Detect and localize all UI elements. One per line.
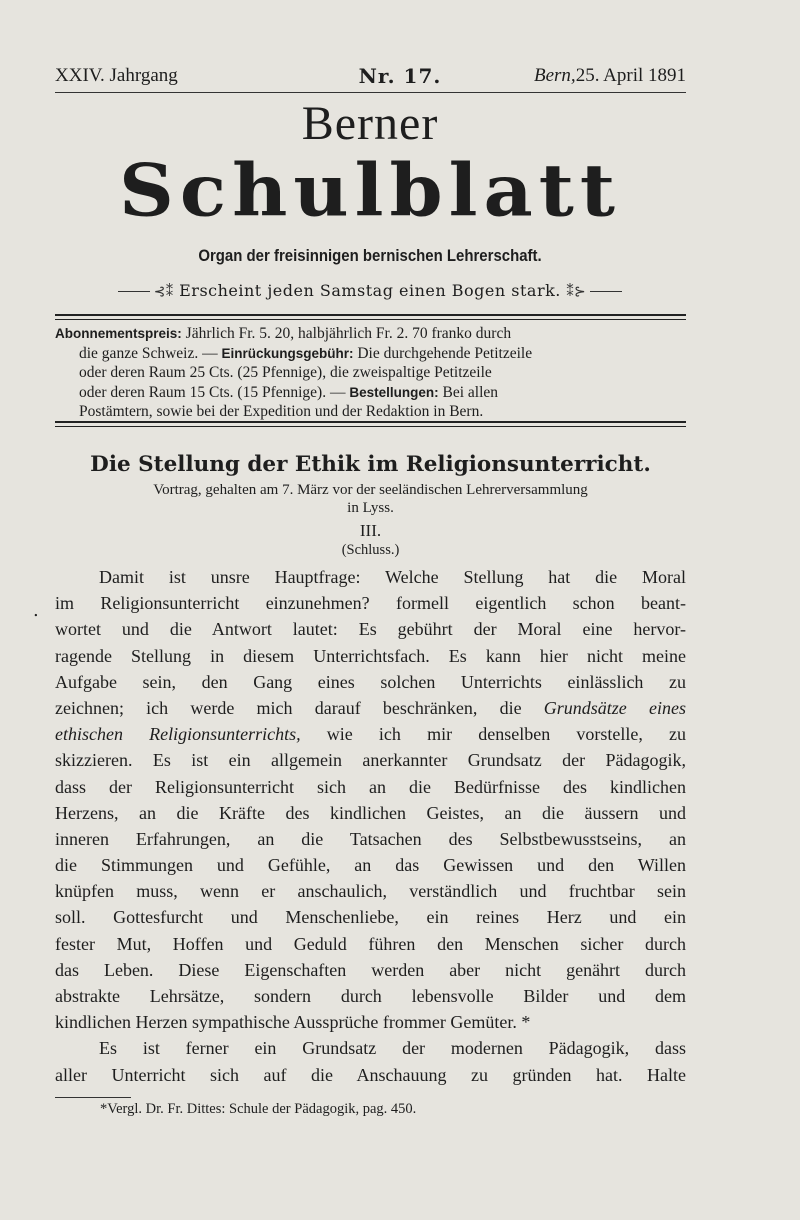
article-line: die Stimmungen und Gefühle, an das Gewissen und den Willen	[55, 855, 686, 876]
masthead-tagline-row	[0, 281, 740, 300]
article-line: dass der Religionsunterricht sich an die Bedürfnisse des kindlichen	[55, 776, 686, 797]
article-emphasis: Grundsätze eines	[543, 697, 686, 718]
volume-label: XXIV. Jahrgang	[55, 65, 178, 86]
subscription-text-2b: Die durchgehende Petitzeile	[353, 344, 533, 362]
orders-label: Bestellungen:	[349, 384, 439, 400]
subscription-line-2	[55, 344, 686, 364]
subscription-line-5: Postämtern, sowie bei der Expedition und der Redaktion in Bern.	[79, 403, 484, 420]
article-line: Aufgabe sein, den Gang eines solchen Unterrichts einlässlich zu	[55, 671, 686, 692]
article-line	[55, 721, 686, 747]
tagline-right-dash	[590, 291, 622, 292]
article-line: knüpfen muss, wenn er anschaulich, verständlich und fruchtbar sein	[55, 881, 686, 902]
masthead-tagline: Erscheint jeden Samstag einen Bogen stark.	[179, 281, 561, 300]
article-line: kindlichen Herzen sympathische Aussprüche frommer Gemüter. *	[55, 1012, 531, 1033]
subscription-bottom-rule	[55, 421, 686, 427]
margin-dot-icon: .	[33, 600, 39, 621]
article-line: das Leben. Diese Eigenschaften werden aber nicht genährt durch	[55, 959, 686, 980]
masthead-title-line2: Schulblatt	[118, 148, 621, 233]
subscription-text-2a: die ganze Schweiz. —	[79, 344, 222, 362]
issue-date-text: 25. April 1891	[575, 65, 686, 86]
subscription-text-4a: oder deren Raum 15 Cts. (15 Pfennige). —	[79, 383, 350, 401]
article-line-part: zeichnen; ich werde mich darauf beschränken, die	[55, 697, 544, 718]
price-text: Jährlich Fr. 5. 20, halbjährlich Fr. 2. 70 franko durch	[181, 325, 512, 342]
issue-number: Nr. 17.	[358, 64, 442, 88]
masthead-subtitle: Organ der freisinnigen bernischen Lehrerschaft.	[198, 246, 542, 265]
issue-place: Bern,	[534, 65, 576, 86]
article-line: skizzieren. Es ist ein allgemein anerkannter Grundsatz der Pädagogik,	[55, 750, 686, 771]
article-line: Damit ist unsre Hauptfrage: Welche Stellung hat die Moral	[99, 567, 686, 587]
article-line: wortet und die Antwort lautet: Es gebührt der Moral eine hervor-	[55, 619, 686, 640]
article-body	[55, 564, 686, 1088]
article-line: fester Mut, Hoffen und Geduld führen den Menschen sicher durch	[55, 933, 686, 954]
subscription-line-4	[55, 383, 686, 403]
fee-label: Einrückungsgebühr:	[221, 345, 354, 361]
article-subtitle-1: Vortrag, gehalten am 7. März vor der seeländischen Lehrerversammlung	[153, 482, 588, 498]
ornament-right-icon: ⁑⊱	[566, 284, 587, 300]
subscription-text-4b: Bei allen	[438, 383, 499, 401]
masthead-title-line1: Berner	[301, 97, 439, 150]
article-line: im Religionsunterricht einzunehmen? formell eigentlich schon beant-	[55, 593, 686, 614]
article-line: abstrakte Lehrsätze, sondern durch lebensvolle Bilder und dem	[55, 986, 686, 1006]
article-line	[55, 695, 686, 721]
price-label: Abonnementspreis:	[55, 326, 182, 341]
article-emphasis: ethischen Religionsunterrichts,	[55, 724, 301, 745]
footnote-rule	[55, 1097, 131, 1098]
article-line: inneren Erfahrungen, an die Tatsachen des Selbstbewusstseins, an	[55, 828, 686, 849]
subscription-line-1	[55, 324, 686, 344]
subscription-line-3: oder deren Raum 25 Cts. (25 Pfennige), die zweispaltige Petitzeile	[79, 364, 492, 381]
tagline-left-dash	[118, 291, 150, 292]
article-line: soll. Gottesfurcht und Menschenliebe, ein reines Herz und ein	[55, 907, 686, 928]
article-subtitle-2: in Lyss.	[347, 500, 394, 516]
header-rule	[55, 92, 686, 93]
article-part: III.	[359, 521, 382, 540]
subscription-box	[55, 324, 686, 422]
ornament-left-icon: ⊰⁑	[153, 284, 174, 300]
article-line: Es ist ferner ein Grundsatz der modernen Pädagogik, dass	[99, 1038, 686, 1059]
issue-date	[534, 64, 686, 88]
article-title: Die Stellung der Ethik im Religionsunterricht.	[90, 452, 651, 477]
footnote: *Vergl. Dr. Fr. Dittes: Schule der Pädagogik, pag. 450.	[100, 1101, 417, 1117]
article-line: Herzens, an die Kräfte des kindlichen Geistes, an die äussern und	[55, 802, 686, 823]
subscription-top-rule	[55, 314, 686, 320]
article-line: ragende Stellung in diesem Unterrichtsfach. Es kann hier nicht meine	[55, 645, 686, 666]
article-note: (Schluss.)	[341, 542, 400, 558]
article-line-part: wie ich mir denselben vorstelle, zu	[300, 724, 686, 745]
article-line: aller Unterricht sich auf die Anschauung zu gründen hat. Halte	[55, 1064, 686, 1085]
